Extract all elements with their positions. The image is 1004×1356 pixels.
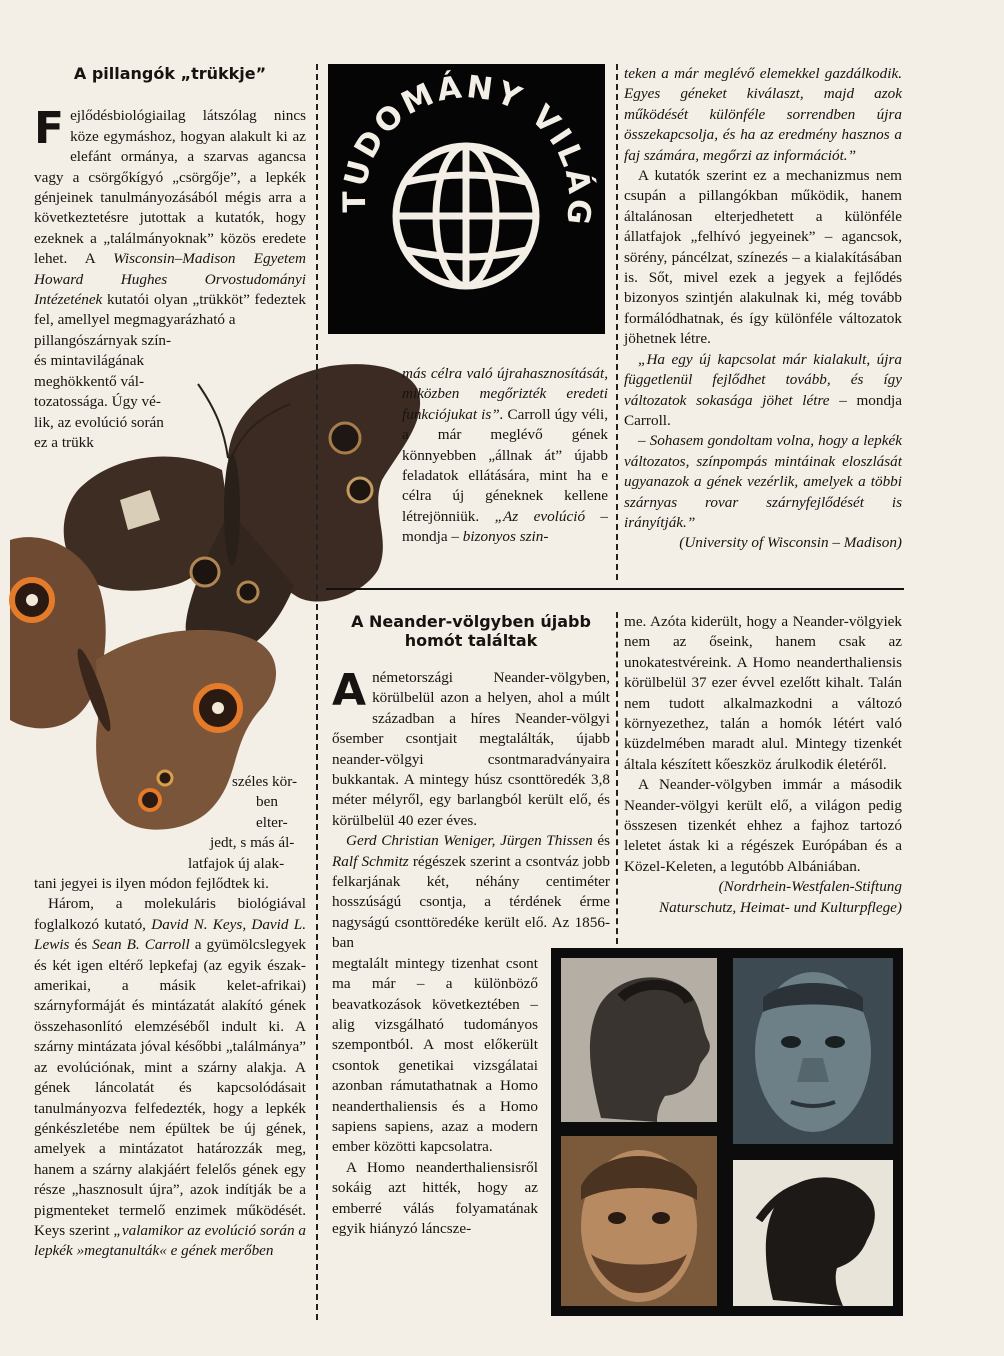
- article1-paragraph1: Fejlődésbiológiailag látszólag nincs köze egymáshoz, hogyan alakult ki az elefánt ormánya, a szarvas agancsa vagy a csörgőkígyó „csörgője”, a lepkék génjeinek tanulmányozásából mégis arra a következtetésre jutottak a kutatók, hogy ezeknek a „találmányoknak” közös eredete lehet. A Wisconsin–Madison Egyetem Howard Hughes Orvostudományi Intézetének kutatói olyan „trükköt” fedeztek fel, amellyel megmagyarázható a: [34, 103, 306, 329]
- article2-right-column: [624, 612, 902, 918]
- globe-icon: [328, 64, 605, 334]
- right-quote2: „Ha egy új kapcsolat már kialakult, újra függetlenül fejlődhet tovább, és így változatok sokasága jöhet létre – mondja Carroll.: [624, 350, 902, 429]
- neanderthal-photo-panel: [551, 948, 903, 1316]
- drop-cap-a: A: [332, 665, 367, 716]
- article1-paragraph3: Három, a molekuláris biológiával foglalkozó kutató, David N. Keys, David L. Lewis és Sean B. Carroll a gyümölcslegyek és két igen eltérő lepkefaj (az egyik észak-amerikai, a másik kelet-afrikai) szárnyformáját és mintázatát alakító gének összehasonlító elemzéséből indult ki. A szárny mintázata jóval későbbi „találmánya” az evolúciónak, mint a szárny alakja. A gének láncolatát és kapcsolódásait tanulmányozva felfedezték, hogy a lepkék génkészletébe nem épültek be új gének, amelyek a mintázatot határozzák meg, hanem a szárny alakjáért felelős gének egy része „hasznosult újra”, azok indítják be a pigmenteket termelő enzimek működését. Keys szerint „valamikor az evolúció során a lepkék »megtanulták« e gének merőben: [34, 895, 306, 1260]
- wrap-continuation: tani jegyei is ilyen módon fejlődtek ki.: [34, 875, 269, 893]
- logo-text: TUDOMÁNY VILÁG: [336, 68, 598, 230]
- neanderthal-face-front: [733, 958, 893, 1144]
- middle-paragraph: más célra való újrahasznosítását, miközben megőrizték eredeti funkciójukat is”. Carroll úgy véli, a már meglévő gének könnyebben „állnak át” újabb feladatok ellátására, mint ha e célra új géneknek kellene létrejönniük. „Az evolúció – mondja – bizonyos szin-: [402, 365, 609, 546]
- right-paragraph2: A kutatók szerint ez a mechanizmus nem csupán a pillangókban működik, hanem általánosan elterjedhetett a különféle állatfajok „felhívó jegyeinek” – agancsok, sörény, páncélzat, színezés – a kialakításában is. Sőt, mivel ezek a jegyek a fejlődés bizonyos szintjén alakulnak ki, még tovább formálódhatnak, és így különféle változatok jöhetnek létre.: [624, 167, 902, 348]
- article1-right-column: [624, 64, 902, 554]
- institution-name: Wisconsin–Madison Egyetem Howard Hughes Orvostudományi Intézetének: [34, 250, 306, 309]
- tudomany-vilaga-logo: [328, 64, 605, 334]
- article2-credit: (Nordrhein-Westfalen-Stiftung Naturschutz, Heimat- und Kulturpflege): [659, 878, 902, 916]
- article2-paragraph2: Gerd Christian Weniger, Jürgen Thissen és Ralf Schmitz régészek szerint a csontváz jobb felkarjának két, néhány centiméter hosszúságú csontja, a térdének érme nagyságú csonttöredéke került elő. Az 1856-ban: [332, 832, 611, 952]
- drop-cap-f: F: [34, 103, 65, 155]
- wrap-lines-bottom: széles kör- ben elter- jedt, s más ál- latfajok új alak-: [188, 773, 298, 872]
- article2-narrow-text: megtalált mintegy tizenhat csont ma már – a különböző beavatkozások következtében – alig vizsgálható tudományos szempontból. A most előkerült csontok genetikai vizsgálatai azonban rámutathatnak a Homo neanderthaliensis és a Homo sapiens sapiens, azaz a modern ember közötti kapcsolatra.: [332, 954, 538, 1156]
- article2-title: A Neander-völgyben újabb homót találtak: [351, 612, 591, 650]
- article2-paragraph1: A németországi Neander-völgyben, körülbelül azon a helyen, ahol a múlt században a híres Neander-völgyi ősember csontjait megtalálták, újabb neander-völgyi csontmaradványaira bukkantak. A mintegy húsz csonttöredék 3,8 méter mélyről, egy barlangból került elő, és körülbelül 40 ezer éves.: [332, 665, 610, 829]
- section-divider: [326, 588, 904, 590]
- article2-right-paragraph1: me. Azóta kiderült, hogy a Neander-völgyiek nem az őseink, hanem csak az unokatestvéreink. A Homo neanderthaliensis körülbelül 37 ezer évvel ezelőtt kihalt. Talán nem tudott alkalmazkodni a változó környezethez, talán a homók létért való küzdelmében maradt alul. Mintegy tizenkét általa készített kőeszköz árulkodik életéről.: [624, 613, 902, 773]
- article1-title: A pillangók „trükkje”: [73, 64, 267, 83]
- article2-paragraph3: A Homo neanderthaliensisről sokáig azt hitték, hogy az emberré válás folyamatának egyik hiányzó láncsze-: [332, 1158, 538, 1237]
- article1-left-column-bottom: [34, 772, 306, 1262]
- narrow-block: [332, 954, 538, 1240]
- wrap-lines-top: pillangószárnyak szín- és mintavilágának meghökkentő vál- tozatossága. Úgy vé- lik, az evolúció során ez a trükk: [34, 331, 172, 451]
- column-divider-3: [616, 612, 618, 944]
- right-quote: teken a már meglévő elemekkel gazdálkodik. Egyes géneket kiválaszt, majd azok működését különféle sorrendben újra összekapcsolja, és ha az eredmény hasznos a faj számára, megőrzi az információt.”: [624, 65, 902, 164]
- article1-middle-column: [402, 364, 608, 548]
- neanderthal-face-reconstruction: [561, 1136, 717, 1306]
- neanderthal-bust-profile: [561, 958, 717, 1122]
- column-divider-1: [316, 64, 318, 1320]
- article1-credit: (University of Wisconsin – Madison): [679, 534, 902, 552]
- article2-right-paragraph2: A Neander-völgyben immár a második Neander-völgyi került elő, a világon pedig összesen tizenkét ehhez a fajhoz tartozó leletet ástak ki a régészek Európában és a Közel-Keleten, a legutóbb Albániában.: [624, 776, 902, 875]
- column-divider-2: [616, 64, 618, 580]
- right-quote3: – Sohasem gondoltam volna, hogy a lepkék változatos, színpompás mintáinak eloszlását ugyanazok a gének vezérlik, amelyek a többi szárnyas rovar szárnyfejlődését is irányítják.”: [624, 432, 902, 531]
- neanderthal-profile-drawing: [733, 1160, 893, 1306]
